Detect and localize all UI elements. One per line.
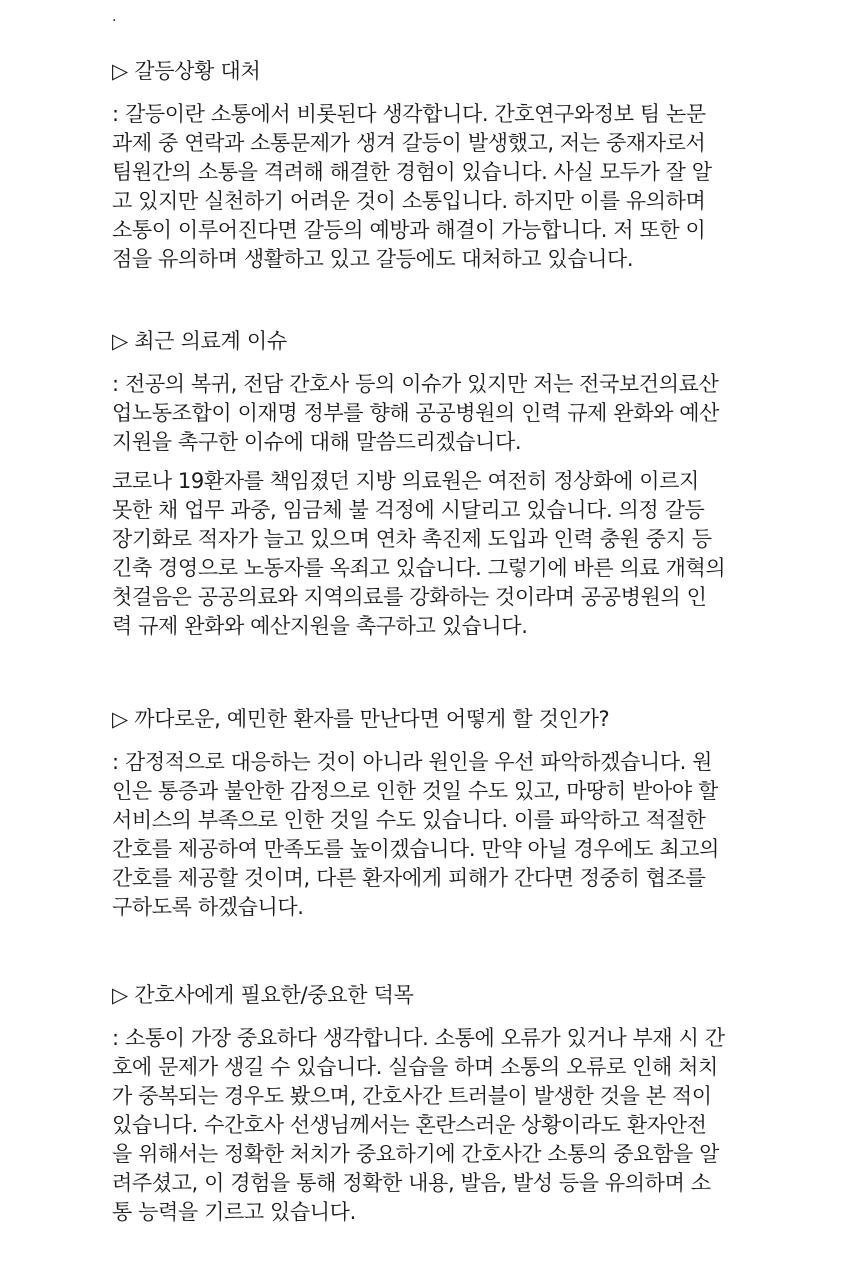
paragraph-line: 소통이 이루어진다면 갈등의 예방과 해결이 가능합니다. 저 또한 이 bbox=[112, 218, 706, 242]
answer-paragraph bbox=[112, 370, 852, 457]
paragraph-line: 있습니다. 수간호사 선생님께서는 혼란스러운 상황이라도 환자안전 bbox=[112, 1113, 707, 1137]
paragraph-line: 서비스의 부족으로 인한 것일 수도 있습니다. 이를 파악하고 적절한 bbox=[112, 808, 706, 832]
paragraph-line: 장기화로 적자가 늘고 있으며 연차 촉진제 도입과 인력 충원 중지 등 bbox=[112, 527, 712, 551]
paragraph-line: 가 중복되는 경우도 봤으며, 간호사간 트러블이 발생한 것을 본 적이 bbox=[112, 1084, 712, 1108]
paragraph-line: 을 위해서는 정확한 처치가 중요하기에 간호사간 소통의 중요함을 알 bbox=[112, 1142, 720, 1166]
qa-section bbox=[112, 56, 852, 284]
qa-section bbox=[112, 980, 852, 1237]
paragraph-line: 간호를 제공할 것이며, 다른 환자에게 피해가 간다면 정중히 협조를 bbox=[112, 866, 706, 890]
paragraph-line: 호에 문제가 생길 수 있습니다. 실습을 하며 소통의 오류로 인해 처치 bbox=[112, 1055, 718, 1079]
answer-paragraph bbox=[112, 1024, 852, 1227]
paragraph-line: 업노동조합이 이재명 정부를 향해 공공병원의 인력 규제 완화와 예산 bbox=[112, 401, 720, 425]
answer-paragraph bbox=[112, 748, 852, 922]
section-heading: ▷ 간호사에게 필요한/중요한 덕목 bbox=[112, 983, 414, 1007]
paragraph-line: 통 능력을 기르고 있습니다. bbox=[112, 1200, 356, 1224]
paragraph-line: 코로나 19환자를 책임졌던 지방 의료원은 여전히 정상화에 이르지 bbox=[112, 469, 699, 493]
paragraph-line: 첫걸음은 공공의료와 지역의료를 강화하는 것이라며 공공병원의 인 bbox=[112, 585, 707, 609]
qa-section bbox=[112, 704, 852, 932]
paragraph-line: 지원을 촉구한 이슈에 대해 말씀드리겠습니다. bbox=[112, 430, 522, 454]
paragraph-line: : 감정적으로 대응하는 것이 아니라 원인을 우선 파악하겠습니다. 원 bbox=[112, 750, 713, 774]
paragraph-line: 팀원간의 소통을 격려해 해결한 경험이 있습니다. 사실 모두가 잘 알 bbox=[112, 160, 712, 184]
leading-mark: · bbox=[112, 13, 117, 29]
section-heading: ▷ 갈등상황 대처 bbox=[112, 59, 261, 83]
qa-section bbox=[112, 326, 852, 651]
paragraph-line: 과제 중 연락과 소통문제가 생겨 갈등이 발생했고, 저는 중재자로서 bbox=[112, 131, 706, 155]
paragraph-line: 고 있지만 실천하기 어려운 것이 소통입니다. 하지만 이를 유의하며 bbox=[112, 189, 706, 213]
paragraph-line: 긴축 경영으로 노동자를 옥죄고 있습니다. 그렇기에 바른 의료 개혁의 bbox=[112, 556, 726, 580]
paragraph-line: 못한 채 업무 과중, 임금체 불 걱정에 시달리고 있습니다. 의정 갈등 bbox=[112, 498, 705, 522]
paragraph-line: 력 규제 완화와 예산지원을 촉구하고 있습니다. bbox=[112, 614, 528, 638]
paragraph-line: 점을 유의하며 생활하고 있고 갈등에도 대처하고 있습니다. bbox=[112, 247, 634, 271]
answer-paragraph bbox=[112, 467, 852, 641]
paragraph-line: : 소통이 가장 중요하다 생각합니다. 소통에 오류가 있거나 부재 시 간 bbox=[112, 1026, 725, 1050]
section-heading: ▷ 까다로운, 예민한 환자를 만난다면 어떻게 할 것인가? bbox=[112, 707, 610, 731]
paragraph-line: : 전공의 복귀, 전담 간호사 등의 이슈가 있지만 저는 전국보건의료산 bbox=[112, 372, 719, 396]
paragraph-line: : 갈등이란 소통에서 비롯된다 생각합니다. 간호연구와정보 팀 논문 bbox=[112, 102, 706, 126]
section-heading: ▷ 최근 의료계 이슈 bbox=[112, 329, 287, 353]
paragraph-line: 인은 통증과 불안한 감정으로 인한 것일 수도 있고, 마땅히 받아야 할 bbox=[112, 779, 718, 803]
answer-paragraph bbox=[112, 100, 852, 274]
paragraph-line: 간호를 제공하여 만족도를 높이겠습니다. 만약 아닐 경우에도 최고의 bbox=[112, 837, 720, 861]
paragraph-line: 구하도록 하겠습니다. bbox=[112, 895, 304, 919]
paragraph-line: 려주셨고, 이 경험을 통해 정확한 내용, 발음, 발성 등을 유의하며 소 bbox=[112, 1171, 711, 1195]
